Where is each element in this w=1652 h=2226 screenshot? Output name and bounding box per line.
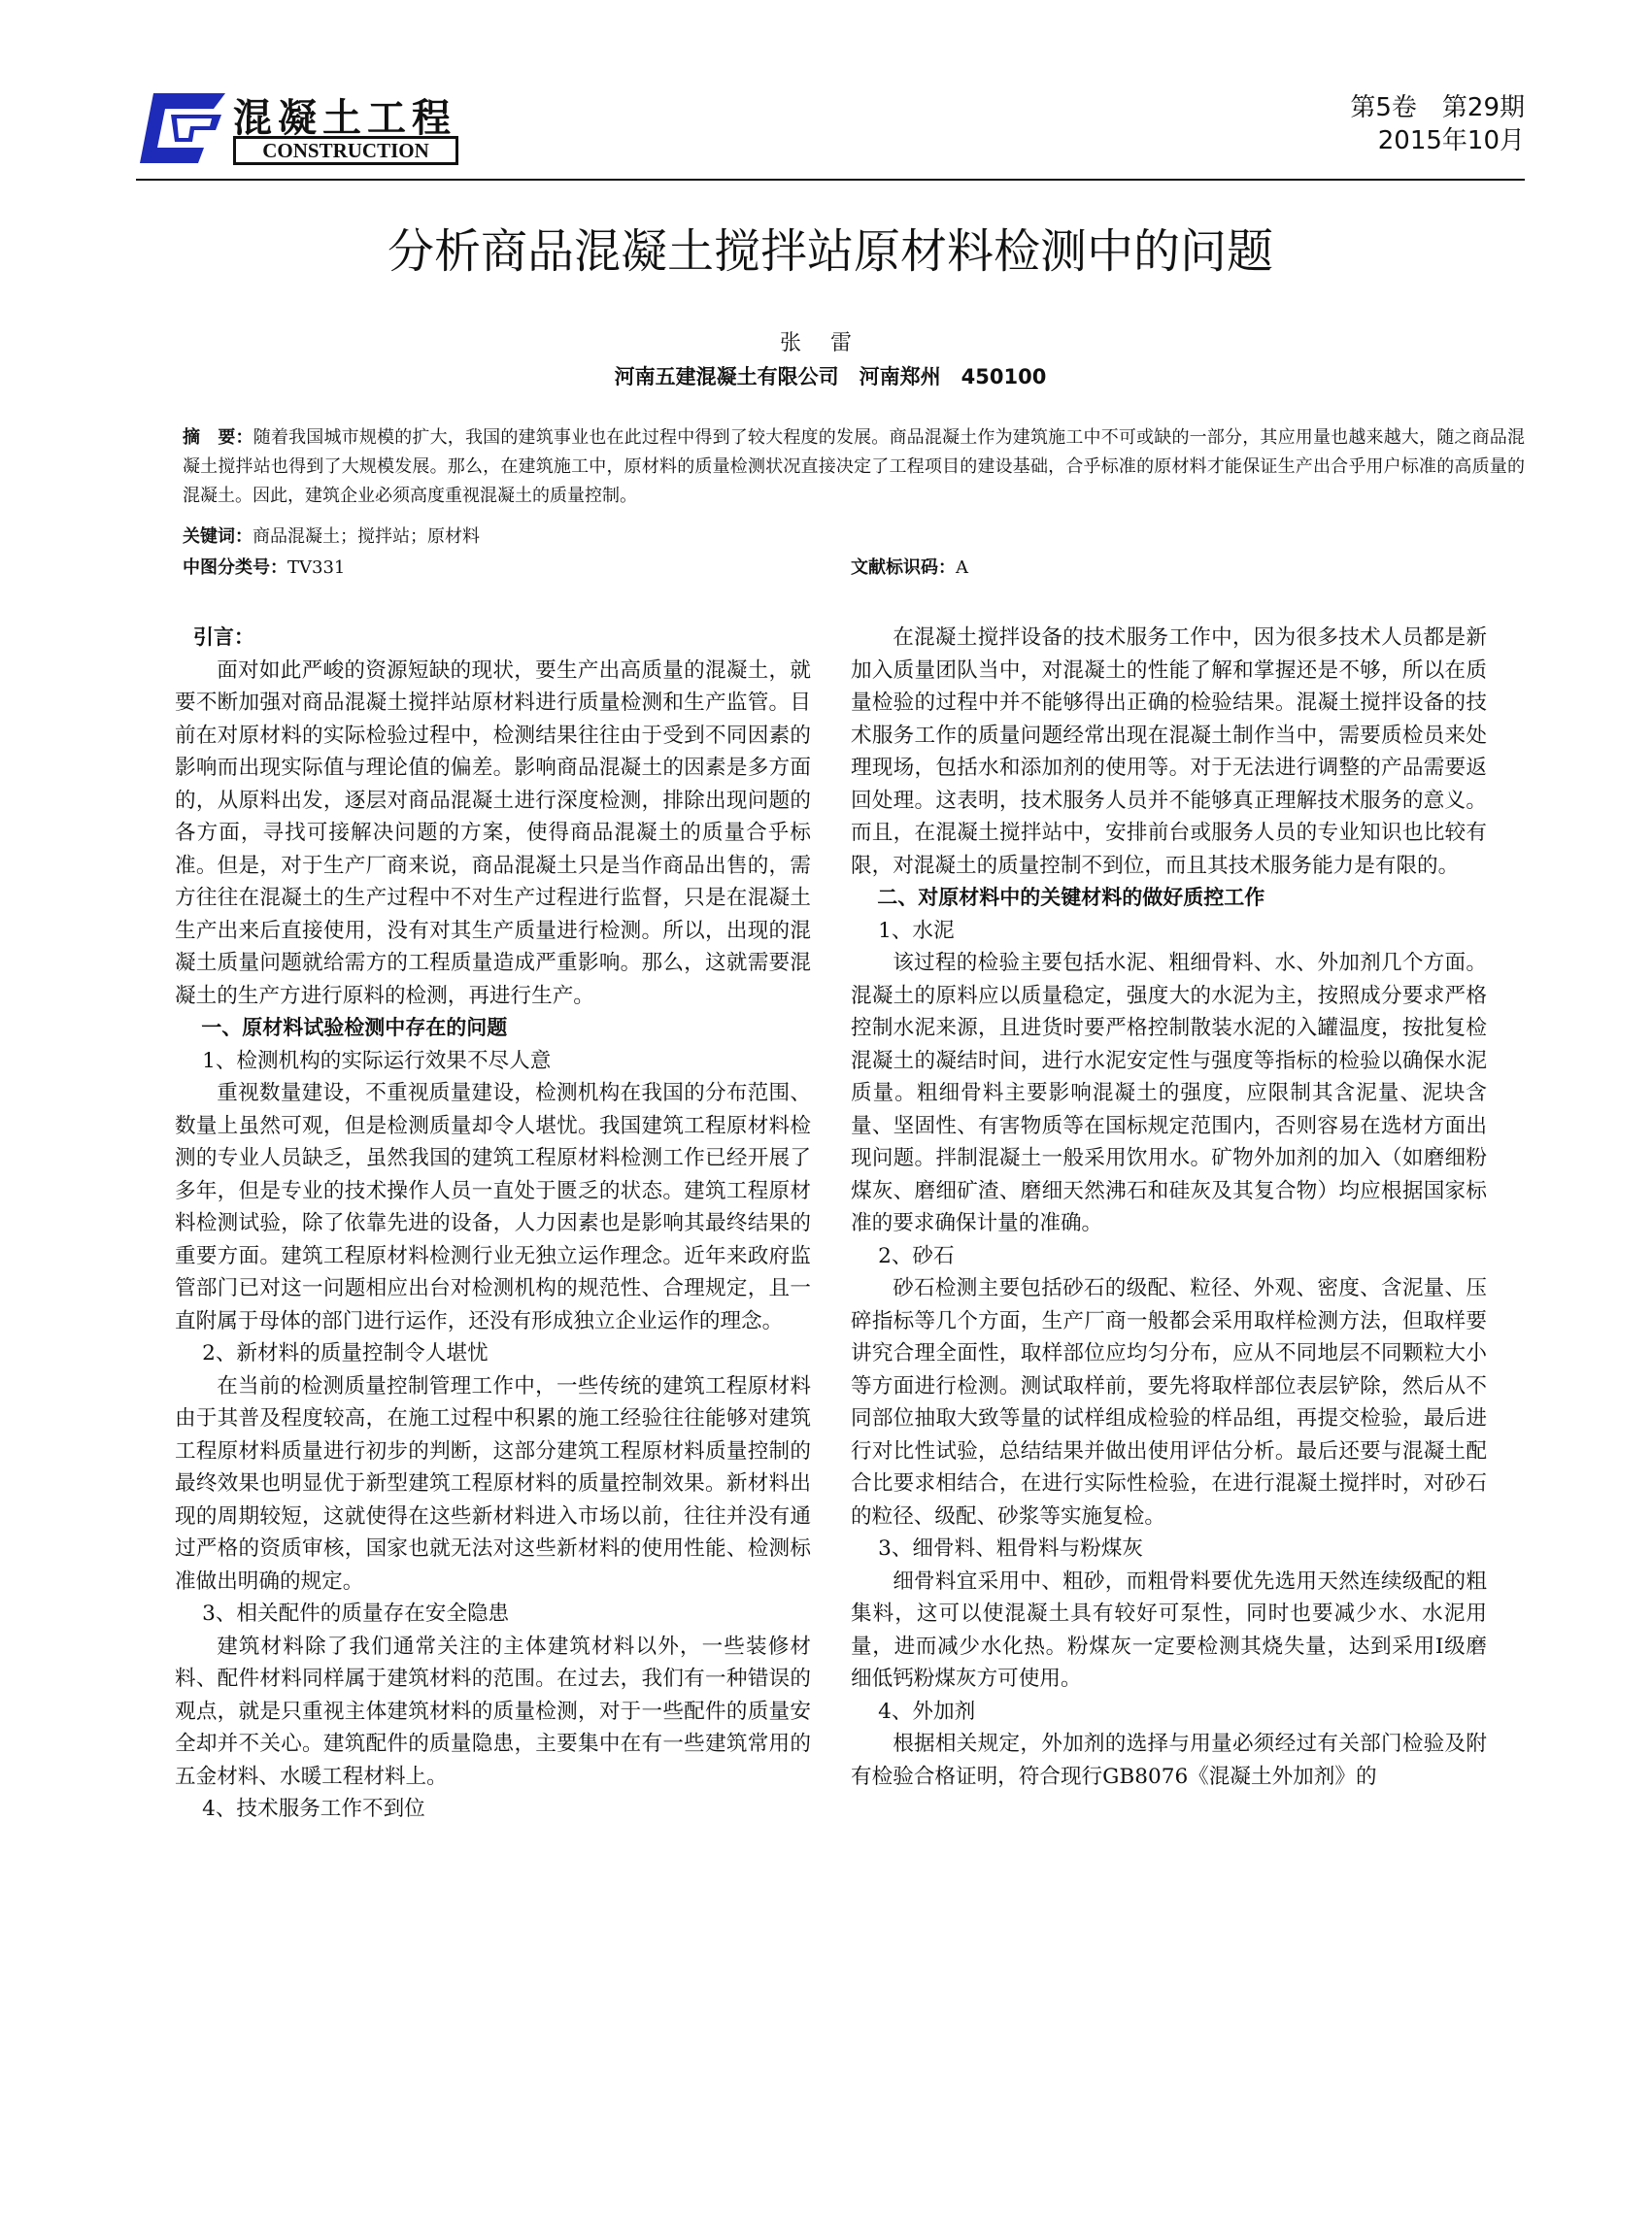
subsection-heading: 4、技术服务工作不到位 — [202, 1797, 425, 1821]
clc-label: 中图分类号： — [183, 557, 287, 578]
subsection-heading: 2、砂石 — [878, 1243, 955, 1268]
journal-name-en: CONSTRUCTION — [233, 136, 458, 165]
clc-value: TV331 — [287, 557, 346, 578]
paragraph: 重视数量建设，不重视质量建设，检测机构在我国的分布范围、数量上虽然可观，但是检测质量却令人堪忧。我国建筑工程原材料检测的专业人员缺乏，虽然我国的建筑工程原材料检测工作已经开展了多年，但是专业的技术操作人员一直处于匮乏的状态。建筑工程原材料检测试验，除了依靠先进的设备，人力因素也是影响其最终结果的重要方面。建筑工程原材料检测行业无独立运作理念。近年来政府监管部门已对这一问题相应出台对检测机构的规范性、合理规定，且一直附属于母体的部门进行运作，还没有形成独立企业运作的理念。 — [175, 1081, 811, 1333]
subsection-heading: 2、新材料的质量控制令人堪忧 — [202, 1341, 489, 1366]
header-rule — [136, 179, 1525, 181]
paragraph: 细骨料宜采用中、粗砂，而粗骨料要优先选用天然连续级配的粗集料，这可以使混凝土具有较好可泵性，同时也要减少水、水泥用量，进而减少水化热。粉煤灰一定要检测其烧失量，达到采用Ⅰ级磨细低钙粉煤灰方可使用。 — [851, 1568, 1487, 1691]
intro-heading: 引言： — [192, 625, 254, 649]
journal-header — [136, 82, 1525, 179]
journal-name-cn: 混凝土工程 — [233, 96, 456, 141]
issue-date: 2015年10月 — [1377, 126, 1525, 155]
paragraph: 建筑材料除了我们通常关注的主体建筑材料以外，一些装修材料、配件材料同样属于建筑材料的范围。在过去，我们有一种错误的观点，就是只重视主体建筑材料的质量检测，对于一些配件的质量安全却并不关心。建筑配件的质量隐患，主要集中在有一些建筑常用的五金材料、水暖工程材料上。 — [175, 1634, 811, 1789]
subsection-heading: 3、相关配件的质量存在安全隐患 — [202, 1602, 510, 1626]
volume-issue: 第5卷 第29期 — [1350, 93, 1525, 122]
keywords-label: 关键词： — [183, 526, 253, 547]
document-code — [851, 554, 968, 579]
paragraph: 根据相关规定，外加剂的选择与用量必须经过有关部门检验及附有检验合格证明，符合现行GB8076《混凝土外加剂》的 — [851, 1732, 1487, 1789]
abstract-text: 随着我国城市规模的扩大，我国的建筑事业也在此过程中得到了较大程度的发展。商品混凝土作为建筑施工中不可或缺的一部分，其应用量也越来越大，随之商品混凝土搅拌站也得到了大规模发展。那么，在建筑施工中，原材料的质量检测状况直接决定了工程项目的建设基础，合乎标准的原材料才能保证生产出合乎用户标准的高质量的混凝土。因此，建筑企业必须高度重视混凝土的质量控制。 — [183, 427, 1525, 506]
paragraph: 该过程的检验主要包括水泥、粗细骨料、水、外加剂几个方面。混凝土的原料应以质量稳定，强度大的水泥为主，按照成分要求严格控制水泥来源，且进货时要严格控制散装水泥的入罐温度，按批复检混凝土的凝结时间，进行水泥安定性与强度等指标的检验以确保水泥质量。粗细骨料主要影响混凝土的强度，应限制其含泥量、泥块含量、坚固性、有害物质等在国标规定范围内，否则容易在选材方面出现问题。拌制混凝土一般采用饮用水。矿物外加剂的加入（如磨细粉煤灰、磨细矿渣、磨细天然沸石和硅灰及其复合物）均应根据国家标准的要求确保计量的准确。 — [851, 951, 1487, 1235]
subsection-heading: 4、外加剂 — [878, 1699, 976, 1724]
article-affiliation: 河南五建混凝土有限公司 河南郑州 450100 — [614, 365, 1047, 388]
doc-code-label: 文献标识码： — [851, 557, 956, 578]
paragraph: 砂石检测主要包括砂石的级配、粒径、外观、密度、含泥量、压碎指标等几个方面，生产厂商一般都会采用取样检测方法，但取样要讲究合理全面性，取样部位应均匀分布，应从不同地层不同颗粒大小等方面进行检测。测试取样前，要先将取样部位表层铲除，然后从不同部位抽取大致等量的试样组成检验的样品组，再提交检验，最后进行对比性试验，总结结果并做出使用评估分析。最后还要与混凝土配合比要求相结合，在进行实际性检验，在进行混凝土搅拌时，对砂石的粒径、级配、砂浆等实施复检。 — [851, 1276, 1487, 1529]
body-column-left — [175, 622, 811, 1826]
article-author: 张雷 — [779, 331, 881, 355]
subsection-heading: 1、检测机构的实际运行效果不尽人意 — [202, 1048, 552, 1073]
abstract — [183, 423, 1525, 511]
clc-number — [183, 554, 345, 579]
subsection-heading: 1、水泥 — [878, 918, 955, 943]
issue-info — [1350, 91, 1525, 157]
article-title: 分析商品混凝土搅拌站原材料检测中的问题 — [387, 224, 1273, 279]
doc-code-value: A — [956, 557, 968, 578]
subsection-heading: 3、细骨料、粗骨料与粉煤灰 — [878, 1536, 1143, 1561]
keywords-text: 商品混凝土；搅拌站；原材料 — [253, 526, 480, 547]
section-heading: 二、对原材料中的关键材料的做好质控工作 — [877, 886, 1265, 909]
section-heading: 一、原材料试验检测中存在的问题 — [201, 1016, 508, 1039]
abstract-label: 摘 要： — [183, 427, 253, 448]
journal-logo-icon — [136, 89, 225, 167]
paragraph: 在当前的检测质量控制管理工作中，一些传统的建筑工程原材料由于其普及程度较高，在施工过程中积累的施工经验往往能够对建筑工程原材料质量进行初步的判断，这部分建筑工程原材料质量控制的最终效果也明显优于新型建筑工程原材料的质量控制效果。新材料出现的周期较短，这就使得在这些新材料进入市场以前，往往并没有通过严格的资质审核，国家也就无法对这些新材料的使用性能、检测标准做出明确的规定。 — [175, 1373, 811, 1594]
keywords — [183, 523, 480, 548]
paragraph: 在混凝土搅拌设备的技术服务工作中，因为很多技术人员都是新加入质量团队当中，对混凝土的性能了解和掌握还是不够，所以在质量检验的过程中并不能够得出正确的检验结果。混凝土搅拌设备的技术服务工作的质量问题经常出现在混凝土制作当中，需要质检员来处理现场，包括水和添加剂的使用等。对于无法进行调整的产品需要返回处理。这表明，技术服务人员并不能够真正理解技术服务的意义。而且，在混凝土搅拌站中，安排前台或服务人员的专业知识也比较有限，对混凝土的质量控制不到位，而且其技术服务能力是有限的。 — [851, 625, 1487, 878]
paragraph: 面对如此严峻的资源短缺的现状，要生产出高质量的混凝土，就要不断加强对商品混凝土搅拌站原材料进行质量检测和生产监管。目前在对原材料的实际检验过程中，检测结果往往由于受到不同因素的影响而出现实际值与理论值的偏差。影响商品混凝土的因素是多方面的，从原料出发，逐层对商品混凝土进行深度检测，排除出现问题的各方面，寻找可接解决问题的方案，使得商品混凝土的质量合乎标准。但是，对于生产厂商来说，商品混凝土只是当作商品出售的，需方往往在混凝土的生产过程中不对生产过程进行监督，只是在混凝土生产出来后直接使用，没有对其生产质量进行检测。所以，出现的混凝土质量问题就给需方的工程质量造成严重影响。那么，这就需要混凝土的生产方进行原料的检测，再进行生产。 — [175, 658, 811, 1008]
body-column-right — [851, 622, 1487, 1793]
